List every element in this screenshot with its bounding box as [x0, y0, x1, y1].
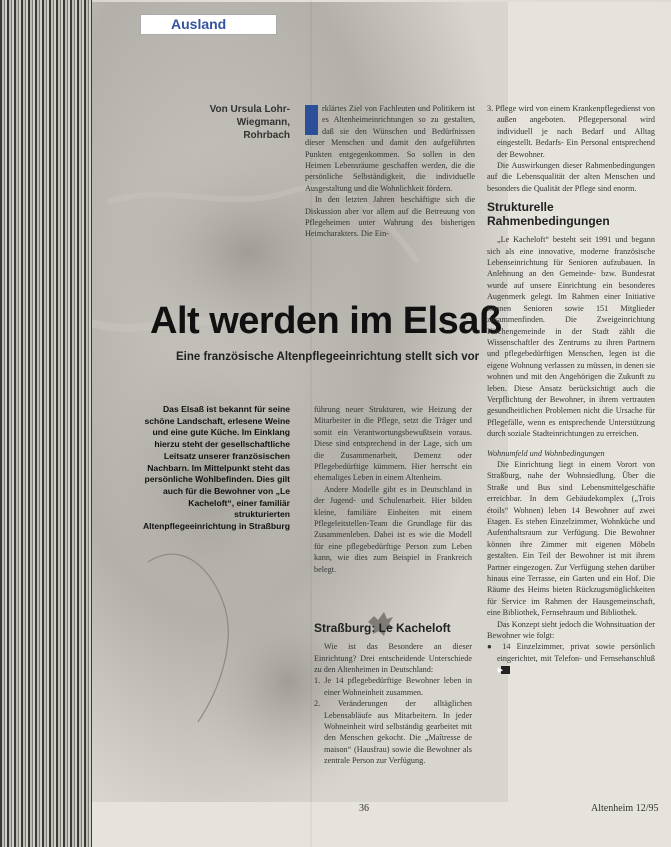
- continue-arrow-icon: ▶: [501, 666, 510, 674]
- body-paragraph: Wie ist das Besondere an dieser Einrichtung? Drei entscheidende Unterschiede zu den Altenheimen in Deutschland:: [314, 642, 472, 674]
- section-heading: Straßburg: Le Kacheloft: [314, 621, 451, 636]
- headline: Alt werden im Elsaß: [150, 300, 502, 342]
- column-2-bottom: [314, 404, 472, 767]
- issue-label: Altenheim 12/95: [591, 803, 659, 814]
- body-paragraph: führung neuer Strukturen, wie Heizung der Mitarbeiter in die Pflege, setzt die Träger und somit ein Verantwortungsbewußtsein voraus. Diese sind entsprechend in der Lage, sich um die Zusammenarbeit, Demenz oder Pflegebedürftige kümmern. Hier herrscht ein ehemaliges Leben in einem Altenheim.: [314, 405, 472, 483]
- author-byline: Von Ursula Lohr-Wiegmann, Rohrbach: [209, 104, 290, 141]
- list-item: 1. Je 14 pflegebedürftige Bewohner leben in einer Wohneinheit zusammen.: [314, 676, 472, 697]
- body-paragraph: Das Konzept sieht jedoch die Wohnsituation der Bewohner wie folgt:: [487, 619, 655, 641]
- lead-text: Das Elsaß ist bekannt für seine schöne Landschaft, erlesene Weine und eine gute Küche. Im Einklang hierzu steht der gesellschaftliche Leitsatz unserer französischen Nachbarn. Im Mittelpunkt steht das persönliche Wohlbefinden. Dies gilt auch für die Bewohner von „Le Kacheloft“, einer familiär strukturierten Altenpflegeeinrichtung in Straßburg: [142, 404, 290, 532]
- column-3: [487, 103, 655, 676]
- subheadline: Eine französische Altenpflegeeinrichtung stellt sich vor: [176, 351, 480, 363]
- body-paragraph: Die Einrichtung liegt in einem Vorort von Straßburg, nahe der Wohnsiedlung. Über die Straße und Bus sind Lebensmittelgeschäfte erreichbar. In dem Gebäudekomplex („Trois étoils“ Wohnen) leben 14 Bewohner auf zwei Etagen. Es stehen Einzelzimmer, Wohnküche und Aufenthaltsraum zur Verfügung. Die Bewohner können ihre Zimmer mit eigenen Möbeln gestalten. Ein Teil der Bewohner ist mit ihrem Partner eingezogen. Zur Verfügung stehen darüber hinaus eine Terrasse, ein Garten und ein Hof. Die Räume des Heims bieten Rückzugsmöglichkeiten für Service im Rahmen der Hausgemeinschaft, eine Bibliothek, Fernsehraum und Bibliothek.: [487, 459, 655, 618]
- body-paragraph: Die Auswirkungen dieser Rahmenbedingungen auf die Lebensqualität der alten Menschen und besonders die Qualität der Pflege sind enorm.: [487, 161, 655, 193]
- section-heading: Strukturelle Rahmenbedingungen: [487, 200, 610, 229]
- subsection-heading: Wohnumfeld und Wohnbedingungen: [487, 448, 605, 458]
- list-item: 2. Veränderungen der alltäglichen Lebensabläufe aus Mitarbeitern. In jeder Wohneinheit wird selbständig gearbeitet mit den Menschen gekocht. Die „Maîtresse de maison“ (Hausfrau) sowie die Bewohner als zentrale Person zur Verfügung.: [314, 699, 472, 766]
- column-2-top: [305, 103, 475, 240]
- bullet-item: ● 14 Einzelzimmer, privat sowie persönlich eingerichtet, mit Telefon- und Fernsehanschluß▶: [487, 642, 655, 675]
- page-stack-edges: [0, 0, 92, 847]
- section-label: Ausland: [171, 16, 227, 32]
- bullet-text: 14 Einzelzimmer, privat sowie persönlich eingerichtet, mit Telefon- und Fernsehanschluß: [497, 642, 655, 663]
- drop-cap-block: [305, 105, 318, 135]
- body-paragraph: „Le Kacheloft“ besteht seit 1991 und begann sich als eine innovative, moderne französische Lebenseinrichtung für Senioren aufzubauen. In Anlehnung an den Gemeinde- bzw. Bundesrat wurde auf unsere Einrichtung ein besonderes Augenmerk gelegt. Im Rahmen einer Initiative können Senioren sowie 151 Mitglieder zusammenfinden. Die Zweigeinrichtung Kirchengemeinde in der Stadt zählt die Wissenschaftler des Zentrums zu ihren Partnern und pflegebedürftigen Menschen, legen ist die eigene Wohnung verlassen zu müssen, in denen sie wohnen und mit den Angehörigen die Zukunft zu leben. Diese Ansatz berücksichtigt auch die Verpflichtung der Bewohner, in ihrem vertrauten gesundheitlichen Problemen nicht die Ursache für Pflegefälle, wenn es entsprechende Unterstützung durch soziale Stadteinrichtungen zu erreichen.: [487, 235, 655, 439]
- section-label-box: [140, 14, 277, 35]
- list-item: 3. Pflege wird von einem Krankenpflegedienst von außen angeboten. Pflegepersonal wird individuell je nach Bedarf und Alltag eingestellt. Bedarfs- Ein Personal entsprechend der Bewohner.: [487, 104, 655, 159]
- body-paragraph: In den letzten Jahren beschäftigte sich die Diskussion aber vor allem auf die Betreuung von Pflegeheimen unter Wahrung des bisherigen Heimcharakters. Die Ein-: [305, 195, 475, 239]
- body-paragraph: Andere Modelle gibt es in Deutschland in der Jugend- und Schulenarbeit. Hier bilden kleine, familiäre Einheiten mit einem Pflegeleitstellen-Team die Grundlage für das Zusammenleben. Dabei ist es wie die Modell für eine pflegebedürftige Person zum Leben kann, wie dies zum Beispiel in Frankreich belegt.: [314, 484, 472, 574]
- body-paragraph: rklärtes Ziel von Fachleuten und Politikern ist es Altenheimeinrichtungen so zu gestalten, daß sie den Wünschen und Bedürfnissen dieser Menschen und damit den aufgeführten Punkten entgegenkommen. So sollen in den Heimen Lebensräume geschaffen werden, die die persönliche Selbständigkeit, die individuelle Ausgestaltung und die Wohnlichkeit fördern.: [305, 104, 475, 193]
- page-number: 36: [359, 803, 369, 814]
